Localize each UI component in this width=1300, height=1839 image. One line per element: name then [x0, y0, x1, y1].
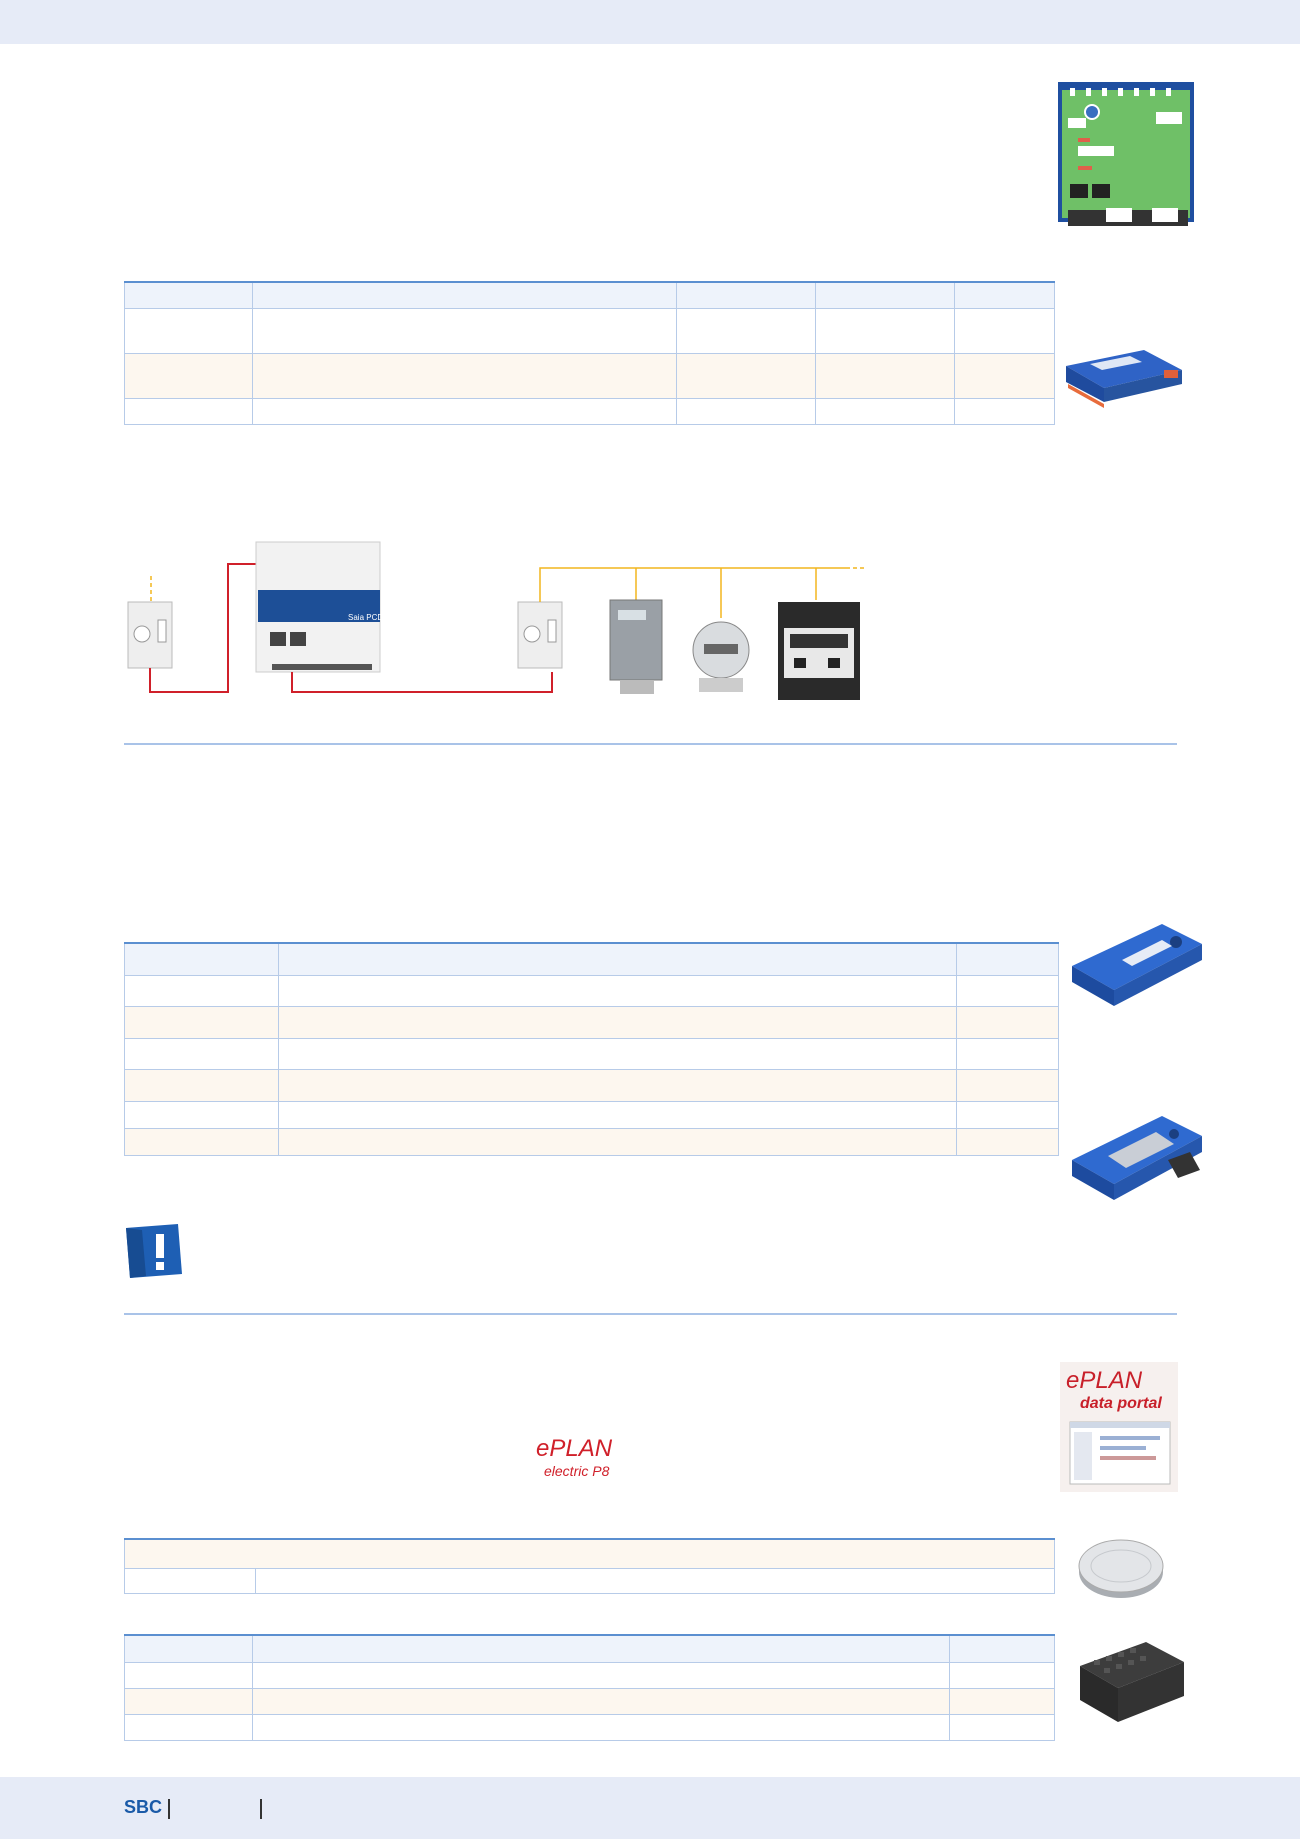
info-icon	[124, 1222, 184, 1280]
product-table-3	[124, 1538, 1055, 1594]
footer-brand: SBC	[124, 1797, 163, 1817]
section-rule-1	[124, 743, 1177, 745]
pcb-board-image	[1056, 80, 1196, 230]
eplan-logo-line2: electric P8	[544, 1463, 610, 1479]
eplan-portal-line2: data portal	[1080, 1395, 1162, 1412]
eplan-portal-line1: ePLAN	[1066, 1367, 1143, 1394]
product-table-4	[124, 1634, 1055, 1741]
eplan-electric-logo	[532, 1434, 632, 1484]
controller-label: Saia PCD1	[348, 613, 388, 622]
header-band	[0, 0, 1300, 44]
footer-divider-1	[168, 1799, 170, 1819]
terminal-block-image	[1074, 1636, 1188, 1728]
memory-module-image	[1064, 918, 1206, 1014]
eplan-data-portal-image	[1060, 1362, 1178, 1492]
product-table-2	[124, 942, 1059, 1156]
section-rule-2	[124, 1313, 1177, 1315]
network-diagram	[124, 540, 864, 706]
footer-divider-2	[260, 1799, 262, 1819]
io-module-image	[1060, 346, 1186, 412]
battery-image	[1076, 1532, 1166, 1602]
sd-card-module-image	[1064, 1104, 1206, 1208]
product-table-1	[124, 281, 1055, 425]
footer-band	[0, 1777, 1300, 1839]
eplan-logo-line1: ePLAN	[536, 1435, 613, 1462]
